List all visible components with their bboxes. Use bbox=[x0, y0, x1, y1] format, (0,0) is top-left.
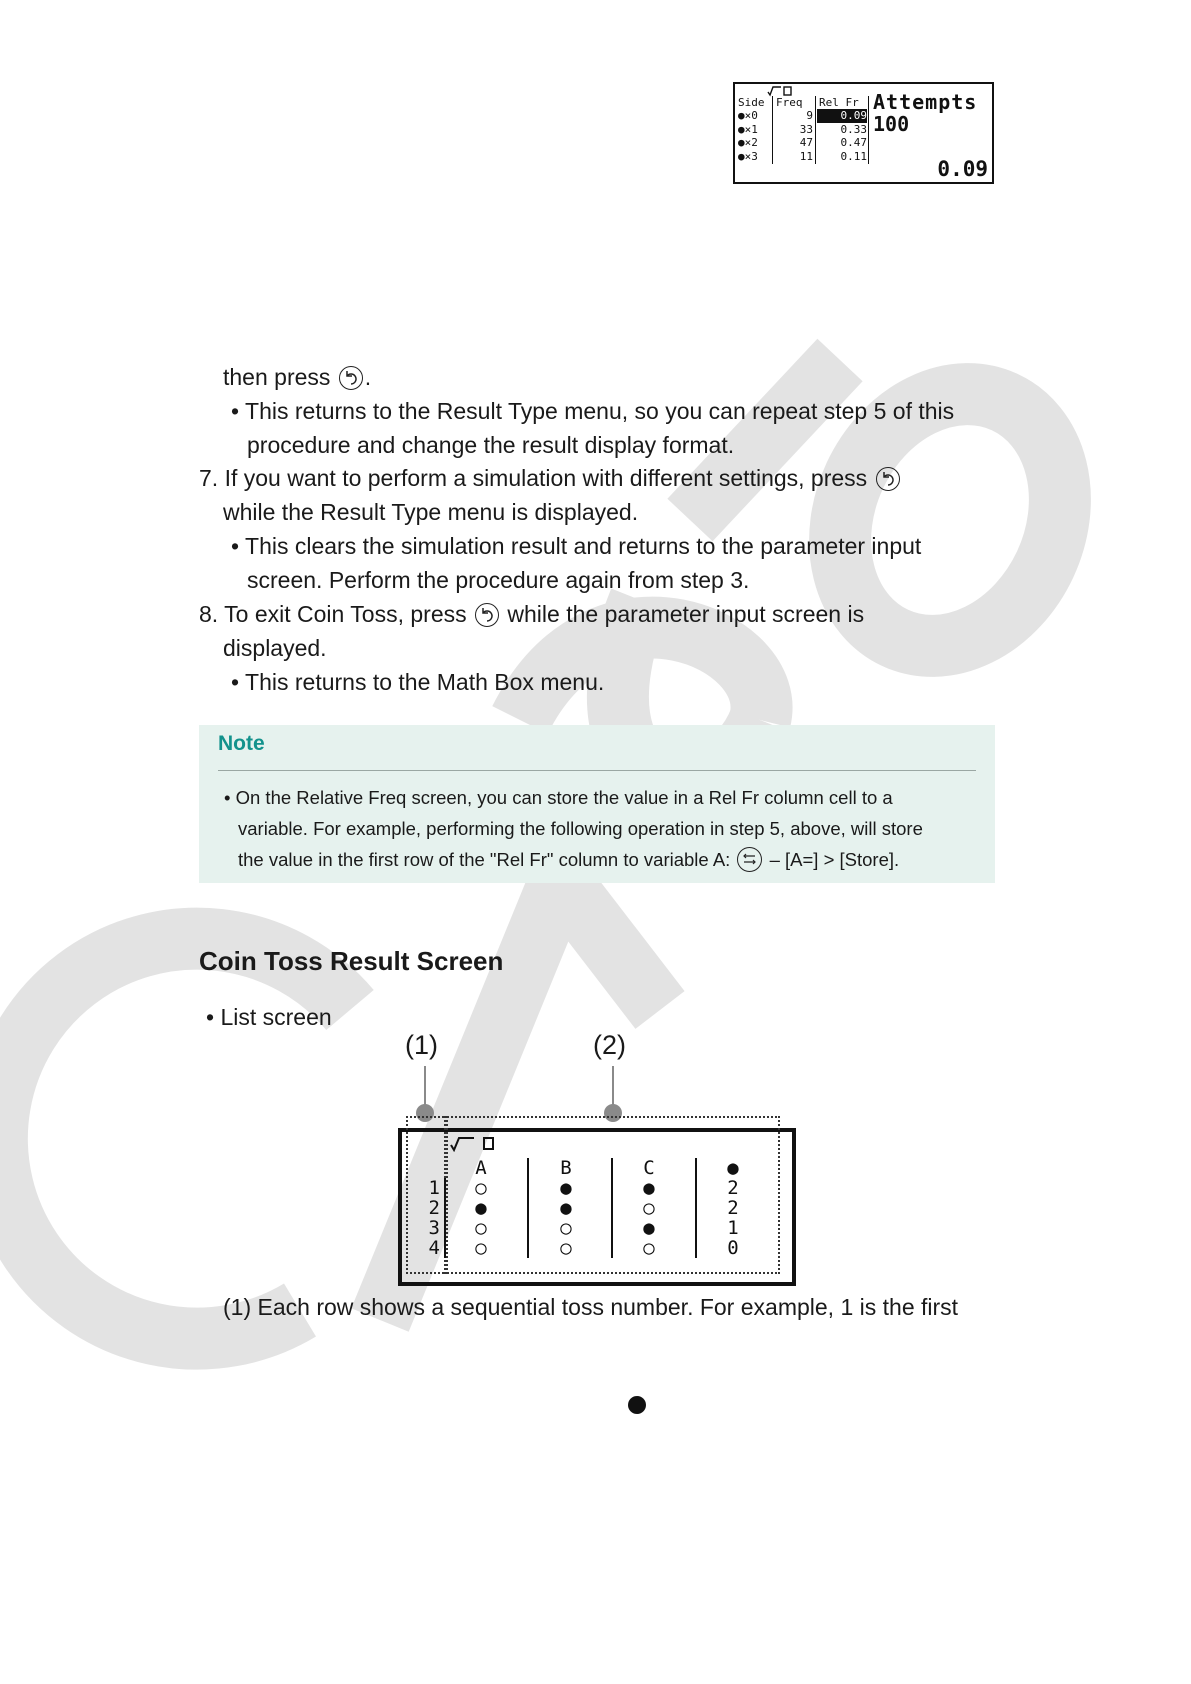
calculator-screen-relative-freq bbox=[733, 82, 994, 184]
step-8-line1: 8. To exit Coin Toss, press while the parameter input screen is bbox=[199, 601, 865, 627]
header-freq: Freq bbox=[776, 96, 803, 109]
step-7-line2: while the Result Type menu is displayed. bbox=[223, 499, 639, 525]
freq-column: 9 33 47 11 bbox=[799, 109, 813, 163]
back-key-icon bbox=[475, 603, 499, 627]
callout-1-description: (1) Each row shows a sequential toss number. For example, 1 is the first bbox=[223, 1294, 959, 1320]
page-marker-dot bbox=[628, 1396, 646, 1414]
bullet-7b: screen. Perform the procedure again from step 3. bbox=[247, 567, 750, 593]
note-divider bbox=[218, 770, 976, 771]
column-a: A ○ ● ○ ○ bbox=[475, 1157, 487, 1259]
section-heading: Coin Toss Result Screen bbox=[199, 946, 504, 976]
calculator-screen-list bbox=[398, 1128, 796, 1286]
note-line3: the value in the first row of the "Rel Fr" column to variable A: – [A=] > [Store]. bbox=[238, 849, 900, 870]
header-relfr: Rel Fr bbox=[819, 96, 859, 109]
relfr-column: 0.09 0.33 0.47 0.11 bbox=[817, 109, 867, 163]
bullet-8: • This returns to the Math Box menu. bbox=[231, 669, 605, 695]
note-box bbox=[199, 725, 995, 883]
tools-key-icon bbox=[737, 847, 762, 872]
column-b: B ● ● ○ ○ bbox=[560, 1157, 572, 1259]
note-line2: variable. For example, performing the following operation in step 5, above, will store bbox=[238, 818, 923, 839]
row-number-column: 1 2 3 4 bbox=[428, 1177, 440, 1259]
callout-1-label: (1) bbox=[405, 1030, 438, 1060]
attempts-label: Attempts bbox=[873, 90, 978, 114]
note-title: Note bbox=[218, 732, 265, 755]
header-side: Side bbox=[738, 96, 765, 109]
selected-cell: 0.09 bbox=[817, 109, 867, 123]
back-key-icon bbox=[339, 366, 363, 390]
math-mode-icon bbox=[450, 1136, 494, 1152]
step6-continuation: then press . bbox=[223, 364, 372, 390]
bullet-7a: • This clears the simulation result and returns to the parameter input bbox=[231, 533, 922, 559]
bullet-6b: procedure and change the result display format. bbox=[247, 432, 735, 458]
back-key-icon bbox=[876, 467, 900, 491]
side-column: ●×0 ●×1 ●×2 ●×3 bbox=[738, 109, 758, 163]
callout-2-label: (2) bbox=[593, 1030, 626, 1060]
step-7-line1: 7. If you want to perform a simulation with different settings, press bbox=[199, 461, 902, 495]
note-line1: • On the Relative Freq screen, you can store the value in a Rel Fr column cell to a bbox=[224, 787, 893, 808]
column-count: ● 2 2 1 0 bbox=[727, 1157, 739, 1259]
step-8-line2: displayed. bbox=[223, 635, 327, 661]
result-value: 0.09 bbox=[937, 157, 988, 181]
column-c: C ● ○ ● ○ bbox=[643, 1157, 655, 1259]
bullet-6a: • This returns to the Result Type menu, so you can repeat step 5 of this bbox=[231, 398, 955, 424]
list-screen-bullet: • List screen bbox=[206, 1004, 332, 1030]
attempts-value: 100 bbox=[873, 112, 910, 136]
